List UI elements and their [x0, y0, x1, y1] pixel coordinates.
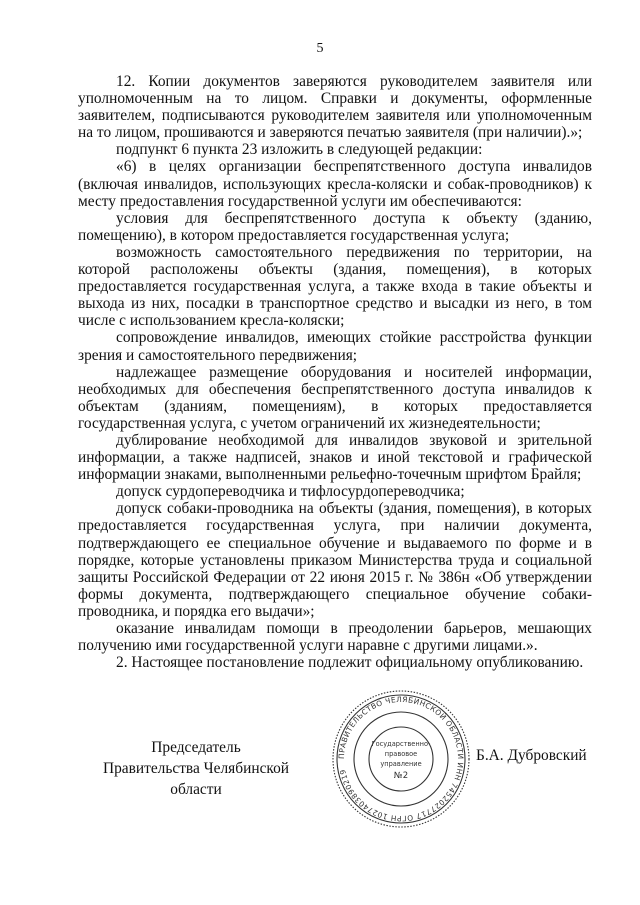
signatory-title	[76, 737, 316, 800]
seal-center-text	[372, 740, 431, 781]
seal-ring-text: ПРАВИТЕЛЬСТВО ЧЕЛЯБИНСКОЙ ОБЛАСТИ ИНН 7452027717 ОГРН 1027403890219	[336, 694, 466, 824]
document-body	[78, 73, 592, 671]
paragraph-10: допуск собаки-проводника на объекты (здания, помещения), в которых предоставляется государственная услуга, при наличии документа, подтверждающего ее специальное обучение и выдаваемого по форме и в порядке, которые установлены приказом Министерства труда и социальной защиты Российской Федерации от 22 июня 2015 г. № 386н «Об утверждении формы документа, подтверждающего специальное обучение собаки-проводника, и порядка его выдачи»;	[78, 500, 592, 620]
paragraph-1: 12. Копии документов заверяются руководителем заявителя или уполномоченным на то лицом. Справки и документы, оформленные заявителем, подписываются руководителем заявителя или уполномоченным на то лицом, прошиваются и заверяются печатью заявителя (при наличии).»;	[78, 73, 592, 142]
paragraph-7: надлежащее размещение оборудования и носителей информации, необходимых для обеспечения беспрепятственного доступа инвалидов к объектам (зданиям, помещениям), в которых предоставляется государственная услуга, с учетом ограничений их жизнедеятельности;	[78, 363, 592, 432]
paragraph-5: возможность самостоятельного передвижения по территории, на которой расположены объекты (здания, помещения), в которых предоставляется государственная услуга, а также входа в такие объекты и выхода из них, посадки в транспортное средство и высадки из него, в том числе с использованием кресла-коляски;	[78, 243, 592, 330]
paragraph-11: оказание инвалидам помощи в преодолении барьеров, мешающих получению ими государственной услуги наравне с другими лицами.».	[78, 620, 592, 655]
signatory-title-line-1: Председатель	[151, 739, 241, 756]
svg-text:№2: №2	[393, 771, 409, 781]
signatory-title-line-2: Правительства Челябинской области	[102, 760, 290, 798]
paragraph-8: дублирование необходимой для инвалидов звуковой и зрительной информации, а также надписей, знаков и иной текстовой и графической информации знаками, выполненными рельефно-точечным шрифтом Брайля;	[78, 431, 592, 484]
signature-block	[0, 737, 640, 797]
paragraph-3: «6) в целях организации беспрепятственного доступа инвалидов (включая инвалидов, использующих кресла-коляски и собак-проводников) к месту предоставления государственной услуги им обеспечиваются:	[78, 158, 592, 210]
signatory-name: Б.А. Дубровский	[476, 747, 587, 764]
paragraph-12: 2. Настоящее постановление подлежит официальному опубликованию.	[116, 654, 584, 672]
svg-text:правовое: правовое	[384, 750, 418, 758]
paragraph-2: подпункт 6 пункта 23 изложить в следующей редакции:	[116, 141, 483, 159]
svg-text:управление: управление	[380, 760, 422, 768]
page-number: 5	[316, 41, 324, 56]
paragraph-6: сопровождение инвалидов, имеющих стойкие расстройства функции зрения и самостоятельного передвижения;	[78, 329, 592, 364]
seal-rings	[333, 691, 469, 827]
official-seal	[330, 688, 472, 830]
paragraph-9: допуск сурдопереводчика и тифлосурдопереводчика;	[116, 483, 465, 501]
paragraph-4: условия для беспрепятственного доступа к объекту (зданию, помещению), в котором предоставляется государственная услуга;	[78, 209, 592, 244]
svg-text:Государственно-: Государственно-	[371, 740, 431, 748]
